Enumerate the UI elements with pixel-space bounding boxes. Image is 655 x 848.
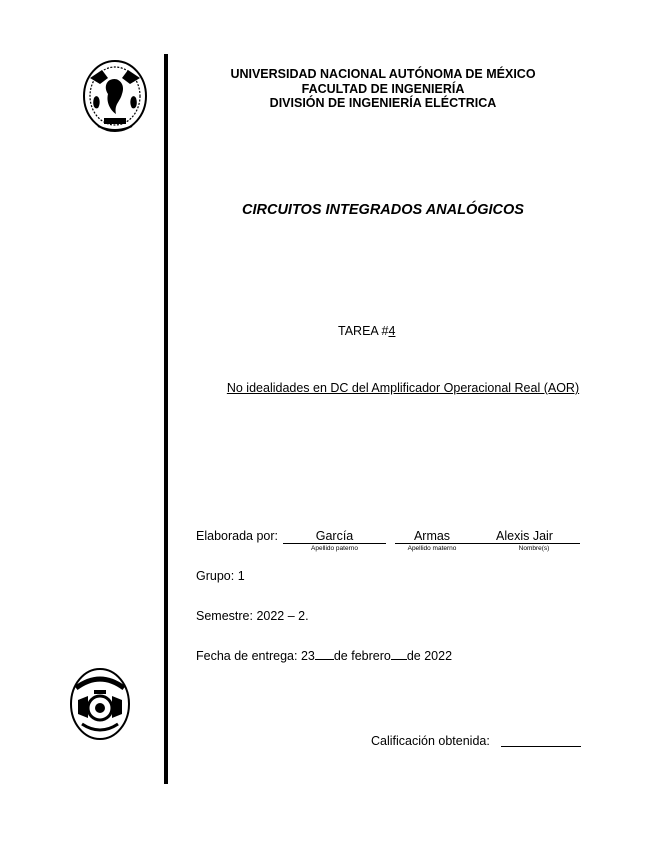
unam-seal-icon <box>80 58 150 136</box>
institution-header <box>168 67 598 111</box>
due-date-blank-1 <box>315 659 334 660</box>
group-label: Grupo: <box>196 569 235 583</box>
paternal-caption: Apellido paterno <box>311 545 358 552</box>
group-line <box>196 569 245 583</box>
group-value: 1 <box>237 569 245 583</box>
assignment-number <box>338 324 428 338</box>
author-paternal-surname: García <box>283 529 386 544</box>
grade-blank <box>501 746 581 747</box>
subject-title: CIRCUITOS INTEGRADOS ANALÓGICOS <box>242 202 524 218</box>
due-date-blank-2 <box>391 659 407 660</box>
due-date-day: 23 <box>300 649 315 663</box>
fi-seal-icon <box>68 666 132 742</box>
semester-value: 2022 – 2. <box>256 609 309 623</box>
semester-label: Semestre: <box>196 609 253 623</box>
author-maternal-surname: Armas <box>395 529 469 544</box>
semester-line <box>196 609 309 623</box>
faculty-name: FACULTAD DE INGENIERÍA <box>301 81 465 96</box>
assignment-title <box>168 381 638 395</box>
assignment-value: 4 <box>388 324 396 338</box>
vertical-rule <box>164 54 168 784</box>
university-name: UNIVERSIDAD NACIONAL AUTÓNOMA DE MÉXICO <box>230 67 536 81</box>
author-label: Elaborada por: <box>196 529 279 543</box>
assignment-label: TAREA # <box>338 324 389 338</box>
due-date-line <box>196 649 452 663</box>
due-date-year: de 2022 <box>406 649 453 663</box>
due-date-month: de febrero <box>333 649 391 663</box>
division-name: DIVISIÓN DE INGENIERÍA ELÉCTRICA <box>269 96 497 110</box>
grade-label: Calificación obtenida: <box>371 734 490 748</box>
due-date-label: Fecha de entrega: <box>196 649 298 663</box>
maternal-caption: Apellido materno <box>407 545 457 552</box>
assignment-title-text: No idealidades en DC del Amplificador Operacional Real (AOR) <box>226 381 580 395</box>
names-caption: Nombre(s) <box>518 545 550 552</box>
author-given-names: Alexis Jair <box>469 529 580 544</box>
